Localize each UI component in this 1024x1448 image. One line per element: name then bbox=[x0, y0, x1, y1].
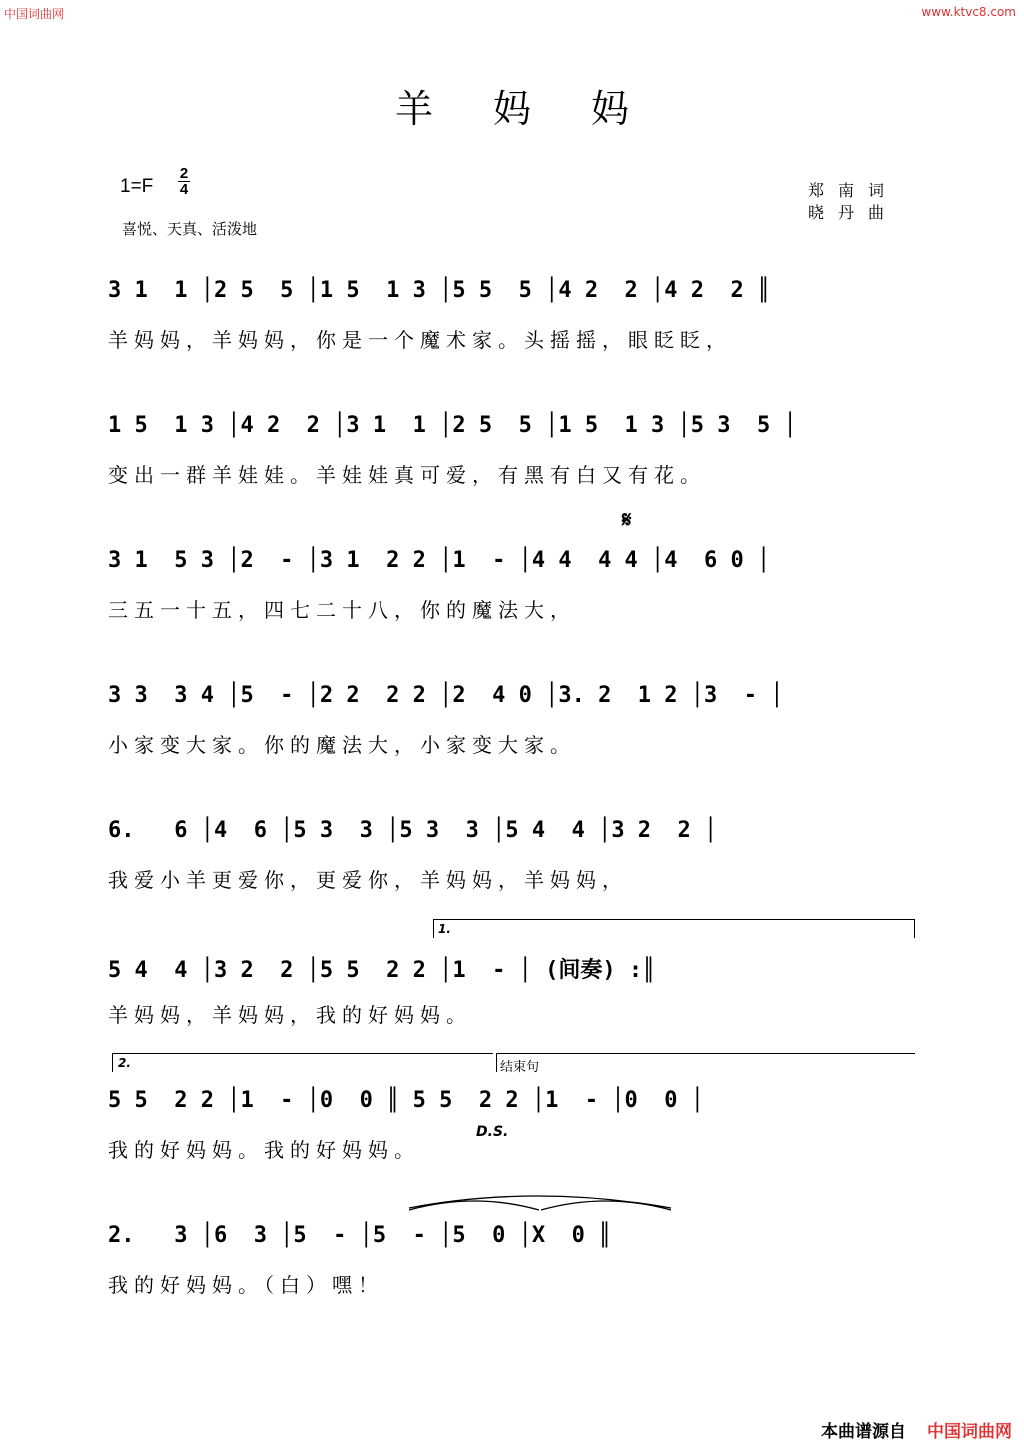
lyrics-line: 羊妈妈，羊妈妈，你是一个魔术家。头摇摇，眼眨眨， bbox=[108, 328, 732, 352]
meter-top: 2 bbox=[179, 165, 189, 182]
notes-line: 1 5 1 3 │4 2 2 │3 1 1 │2 5 5 │1 5 1 3 │5 3 5 │ bbox=[108, 413, 797, 438]
lyrics-line: 我爱小羊更爱你，更爱你，羊妈妈，羊妈妈， bbox=[108, 868, 628, 892]
volta-2-bracket bbox=[112, 1053, 493, 1072]
notes-line: 5 4 4 │3 2 2 │5 5 2 2 │1 - │ (间奏) :║ bbox=[108, 958, 656, 983]
notes-line: 5 5 2 2 │1 - │0 0 ║ 5 5 2 2 │1 - │0 0 │ bbox=[108, 1088, 705, 1113]
lyrics-line: 变出一群羊娃娃。羊娃娃真可爱，有黑有白又有花。 bbox=[108, 463, 706, 487]
source-label: 本曲谱源自 bbox=[821, 1422, 906, 1442]
notes-line: 3 3 3 4 │5 - │2 2 2 2 │2 4 0 │3. 2 1 2 │3 - │ bbox=[108, 683, 784, 708]
score-system-1 bbox=[108, 268, 948, 358]
lyrics-line: 小家变大家。你的魔法大，小家变大家。 bbox=[108, 733, 576, 757]
notes-line: 6. 6 │4 6 │5 3 3 │5 3 3 │5 4 4 │3 2 2 │ bbox=[108, 818, 718, 843]
site-name-left[interactable]: 中国词曲网 bbox=[4, 7, 65, 21]
volta-2-label: 2. bbox=[118, 1056, 131, 1070]
lyrics-line: 羊妈妈，羊妈妈，我的好妈妈。 bbox=[108, 1003, 472, 1027]
volta-1-bracket bbox=[433, 919, 915, 938]
tempo-mood: 喜悦、天真、活泼地 bbox=[122, 220, 258, 238]
song-title: 羊妈妈 bbox=[394, 87, 689, 131]
meter-bottom: 4 bbox=[179, 181, 189, 198]
score-system-6 bbox=[108, 943, 948, 1033]
ending-label: 结束句 bbox=[500, 1060, 540, 1075]
source-brand-link[interactable]: 中国词曲网 bbox=[927, 1422, 1012, 1442]
volta-1-label: 1. bbox=[438, 922, 451, 936]
site-url-right[interactable]: www.ktvc8.com bbox=[921, 5, 1016, 19]
lyrics-line: 我的好妈妈。（白）嘿！ bbox=[108, 1273, 384, 1297]
score-system-5 bbox=[108, 808, 948, 898]
lyrics-line: 我的好妈妈。我的好妈妈。 bbox=[108, 1138, 420, 1162]
segno-sign: 𝄋 bbox=[622, 508, 632, 533]
score-system-2 bbox=[108, 403, 948, 493]
notes-line: 2. 3 │6 3 │5 - │5 - │5 0 │X 0 ║ bbox=[108, 1223, 612, 1248]
score-system-8 bbox=[108, 1213, 948, 1303]
notes-line: 3 1 1 │2 5 5 │1 5 1 3 │5 5 5 │4 2 2 │4 2 2 ║ bbox=[108, 278, 771, 303]
score-system-4 bbox=[108, 673, 948, 763]
lyrics-line: 三五一十五，四七二十八，你的魔法大， bbox=[108, 598, 576, 622]
tie-curves bbox=[405, 1188, 675, 1212]
composer-credit: 晓丹曲 bbox=[808, 203, 899, 222]
score-system-3 bbox=[108, 538, 948, 628]
time-signature bbox=[178, 166, 190, 197]
score-system-7 bbox=[108, 1078, 948, 1168]
notes-line: 3 1 5 3 │2 - │3 1 2 2 │1 - │4 4 4 4 │4 6 0 │ bbox=[108, 548, 771, 573]
ds-marking: D.S. bbox=[476, 1124, 509, 1140]
key-signature: 1=F bbox=[120, 176, 154, 197]
lyricist-credit: 郑南词 bbox=[808, 181, 899, 200]
ending-bracket bbox=[496, 1053, 915, 1072]
